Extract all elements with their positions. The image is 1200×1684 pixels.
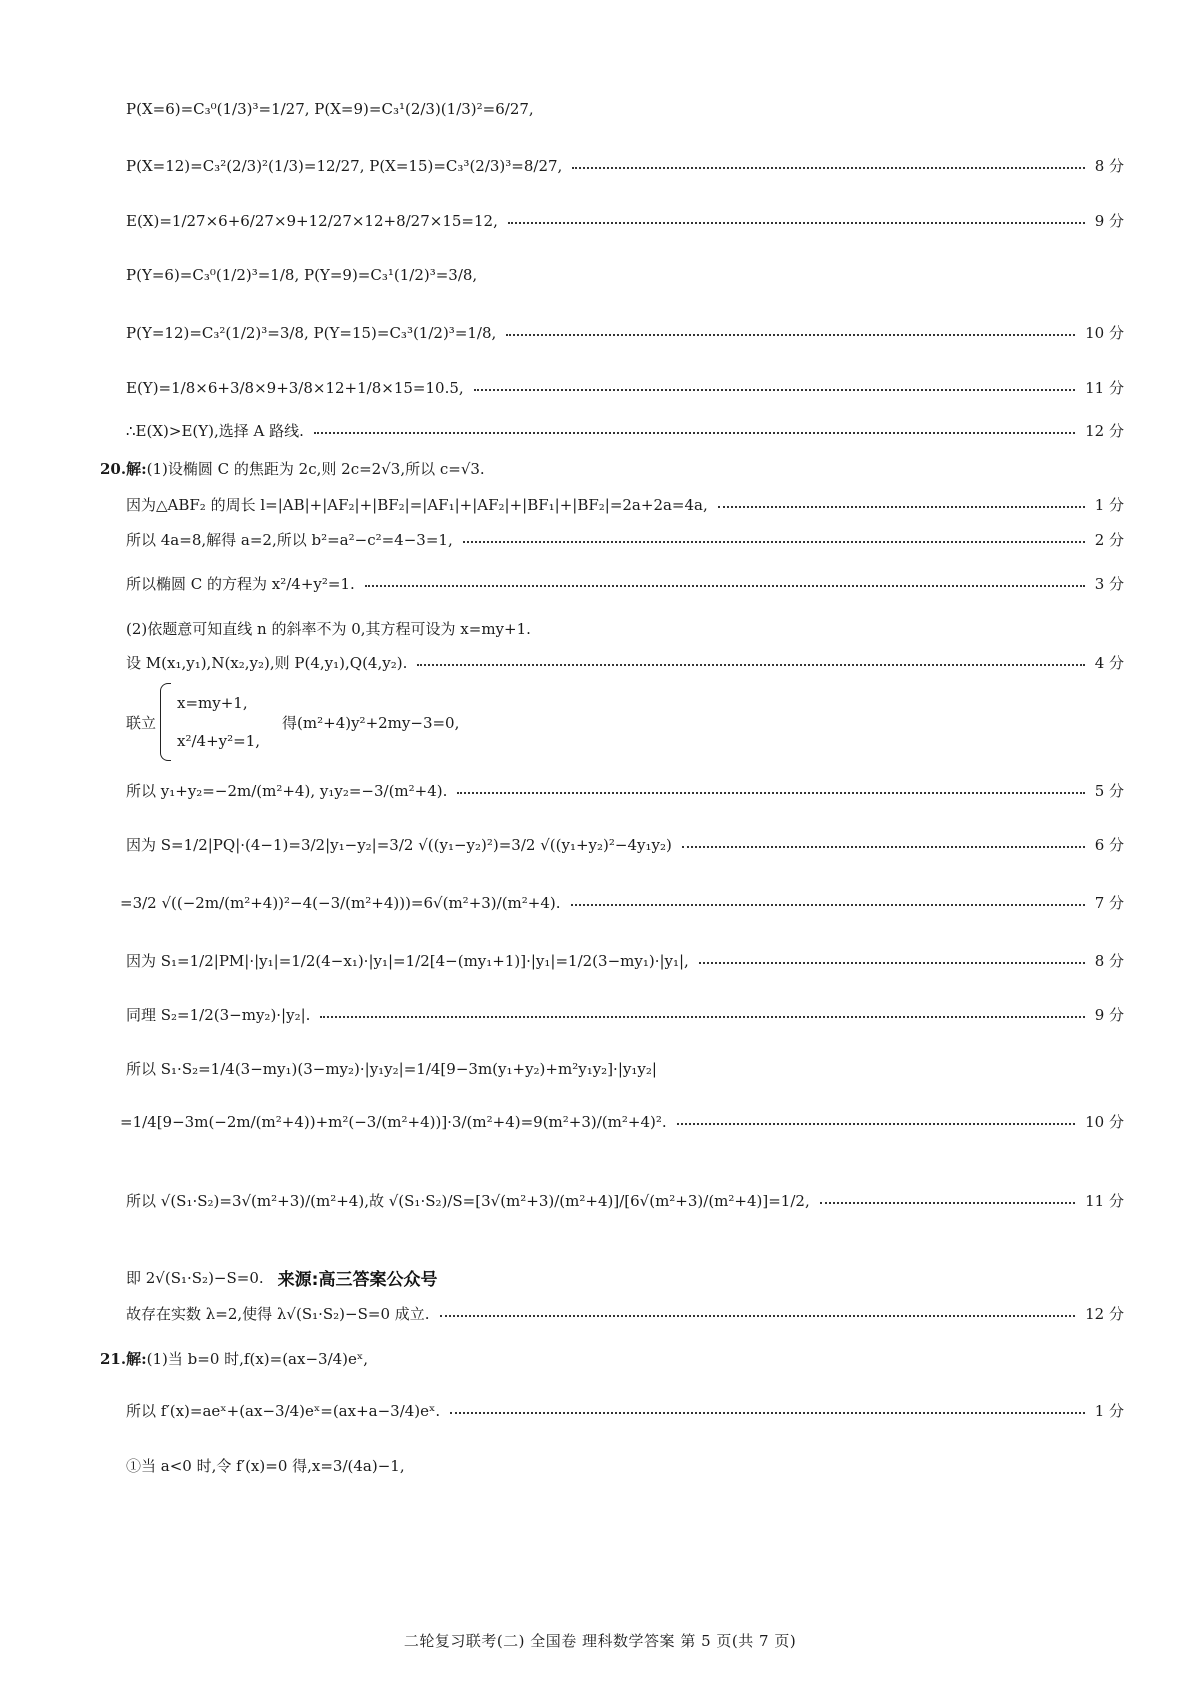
- answer-line: [120, 892, 1124, 913]
- formula-text: 所以 4a=8,解得 a=2,所以 b²=a²−c²=4−3=1,: [126, 531, 453, 549]
- formula-text: 所以 S₁·S₂=1/4(3−my₁)(3−my₂)·|y₁y₂|=1/4[9−3m(y₁+y₂)+m²y₁y₂]·|y₁y₂|: [126, 1060, 657, 1078]
- question-number: 21.: [100, 1349, 127, 1368]
- formula-text: 因为△ABF₂ 的周长 l=|AB|+|AF₂|+|BF₂|=|AF₁|+|AF₂|+|BF₁|+|BF₂|=2a+2a=4a,: [126, 496, 708, 514]
- formula-text: P(X=12)=C₃²(2/3)²(1/3)=12/27, P(X=15)=C₃³(2/3)³=8/27,: [126, 156, 563, 175]
- answer-line: [126, 266, 1124, 284]
- question-20-header: [100, 458, 1124, 479]
- formula-text: 所以椭圆 C 的方程为 x²/4+y²=1.: [126, 575, 355, 593]
- score-label: 5 分: [1094, 782, 1124, 800]
- score-label: 8 分: [1094, 157, 1124, 175]
- formula-text: ∴E(X)>E(Y),选择 A 路线.: [126, 422, 304, 440]
- dot-leader: [682, 846, 1085, 848]
- score-label: 9 分: [1094, 212, 1124, 230]
- answer-line: [126, 950, 1124, 971]
- dot-leader: [506, 334, 1075, 336]
- system-row: x²/4+y²=1,: [177, 732, 261, 750]
- dot-leader: [365, 585, 1085, 587]
- dot-leader: [571, 904, 1085, 906]
- answer-line: [126, 420, 1124, 441]
- answer-line: [126, 1190, 1124, 1211]
- formula-text: 同理 S₂=1/2(3−my₂)·|y₂|.: [126, 1006, 311, 1024]
- dot-leader: [820, 1202, 1075, 1204]
- dot-leader: [314, 432, 1075, 434]
- system-rows: [177, 694, 260, 750]
- score-label: 2 分: [1094, 531, 1124, 549]
- formula-text: E(Y)=1/8×6+3/8×9+3/8×12+1/8×15=10.5,: [126, 378, 464, 397]
- score-label: 6 分: [1094, 836, 1124, 854]
- dot-leader: [572, 167, 1084, 169]
- answer-line: [126, 1455, 1124, 1476]
- formula-text: 因为 S=1/2|PQ|·(4−1)=3/2|y₁−y₂|=3/2 √((y₁−y₂)²)=3/2 √((y₁+y₂)²−4y₁y₂): [126, 836, 672, 854]
- formula-text: E(X)=1/27×6+6/27×9+12/27×12+8/27×15=12,: [126, 211, 498, 230]
- answer-line: [126, 1265, 1124, 1290]
- solve-label: 解:: [126, 460, 147, 478]
- score-label: 8 分: [1094, 952, 1124, 970]
- answer-line: [126, 322, 1124, 343]
- formula-text: =1/4[9−3m(−2m/(m²+4))+m²(−3/(m²+4))]·3/(m²+4)=9(m²+3)/(m²+4)².: [120, 1112, 667, 1131]
- formula-text: (2)依题意可知直线 n 的斜率不为 0,其方程可设为 x=my+1.: [126, 620, 531, 638]
- answer-line: [126, 100, 1124, 118]
- answer-line: [126, 155, 1124, 176]
- score-label: 11 分: [1085, 379, 1124, 397]
- question-number: 20.: [100, 459, 127, 478]
- answer-line: [120, 1111, 1124, 1132]
- formula-text: 所以 √(S₁·S₂)=3√(m²+3)/(m²+4),故 √(S₁·S₂)/S=[3√(m²+3)/(m²+4)]/[6√(m²+3)/(m²+4)]=1/2,: [126, 1192, 810, 1210]
- system-label: 联立: [126, 713, 157, 732]
- formula-text: ①当 a<0 时,令 f′(x)=0 得,x=3/(4a)−1,: [126, 1457, 405, 1475]
- dot-leader: [699, 962, 1085, 964]
- question-21-header: [100, 1348, 1124, 1369]
- score-label: 4 分: [1094, 654, 1124, 672]
- formula-text: 因为 S₁=1/2|PM|·|y₁|=1/2(4−x₁)·|y₁|=1/2[4−(my₁+1)]·|y₁|=1/2(3−my₁)·|y₁|,: [126, 952, 689, 970]
- score-label: 1 分: [1094, 1402, 1124, 1420]
- score-label: 10 分: [1085, 1113, 1124, 1131]
- dot-leader: [474, 389, 1075, 391]
- answer-line: [126, 1004, 1124, 1025]
- formula-text: =3/2 √((−2m/(m²+4))²−4(−3/(m²+4)))=6√(m²+3)/(m²+4).: [120, 893, 561, 912]
- dot-leader: [440, 1315, 1076, 1317]
- dot-leader: [718, 506, 1085, 508]
- left-brace-icon: [160, 683, 171, 761]
- formula-text: P(Y=6)=C₃⁰(1/2)³=1/8, P(Y=9)=C₃¹(1/2)³=3/8,: [126, 266, 478, 284]
- answer-line: [126, 618, 1124, 639]
- formula-text: 故存在实数 λ=2,使得 λ√(S₁·S₂)−S=0 成立.: [126, 1305, 430, 1323]
- answer-line: [126, 1303, 1124, 1324]
- formula-text: 即 2√(S₁·S₂)−S=0.: [126, 1269, 264, 1287]
- score-label: 10 分: [1085, 324, 1124, 342]
- solve-label: 解:: [126, 1350, 147, 1368]
- page-footer: 二轮复习联考(二) 全国卷 理科数学答案 第 5 页(共 7 页): [403, 1632, 797, 1650]
- answer-line: [126, 1058, 1124, 1079]
- score-label: 7 分: [1094, 894, 1124, 912]
- answer-line: [126, 210, 1124, 231]
- system-row: x=my+1,: [177, 694, 248, 712]
- formula-text: 所以 y₁+y₂=−2m/(m²+4), y₁y₂=−3/(m²+4).: [126, 782, 448, 800]
- answer-line: [126, 377, 1124, 398]
- dot-leader: [320, 1016, 1084, 1018]
- score-label: 11 分: [1085, 1192, 1124, 1210]
- formula-text: (1)当 b=0 时,f(x)=(ax−3/4)eˣ,: [146, 1350, 369, 1368]
- dot-leader: [417, 664, 1084, 666]
- answer-line: [126, 573, 1124, 594]
- answer-line: [126, 1400, 1124, 1421]
- score-label: 12 分: [1085, 1305, 1124, 1323]
- answer-line: [126, 780, 1124, 801]
- dot-leader: [463, 541, 1085, 543]
- score-label: 9 分: [1094, 1006, 1124, 1024]
- dot-leader: [450, 1412, 1085, 1414]
- answer-line: [126, 834, 1124, 855]
- formula-text: P(X=6)=C₃⁰(1/3)³=1/27, P(X=9)=C₃¹(2/3)(1/3)²=6/27,: [126, 100, 534, 118]
- formula-text: 得(m²+4)y²+2my−3=0,: [282, 713, 460, 732]
- dot-leader: [677, 1123, 1076, 1125]
- source-stamp: 来源:高三答案公众号: [277, 1270, 438, 1290]
- formula-text: P(Y=12)=C₃²(1/2)³=3/8, P(Y=15)=C₃³(1/2)³=1/8,: [126, 323, 497, 342]
- equation-system: [156, 683, 260, 761]
- dot-leader: [457, 792, 1084, 794]
- answer-line: [126, 494, 1124, 515]
- system-of-equations: [126, 680, 1124, 764]
- score-label: 12 分: [1085, 422, 1124, 440]
- formula-text: 所以 f′(x)=aeˣ+(ax−3/4)eˣ=(ax+a−3/4)eˣ.: [126, 1402, 441, 1420]
- score-label: 1 分: [1094, 496, 1124, 514]
- formula-text: (1)设椭圆 C 的焦距为 2c,则 2c=2√3,所以 c=√3.: [146, 460, 485, 478]
- score-label: 3 分: [1094, 575, 1124, 593]
- answer-line: [126, 529, 1124, 550]
- dot-leader: [508, 222, 1085, 224]
- formula-text: 设 M(x₁,y₁),N(x₂,y₂),则 P(4,y₁),Q(4,y₂).: [126, 654, 408, 672]
- answer-line: [126, 652, 1124, 673]
